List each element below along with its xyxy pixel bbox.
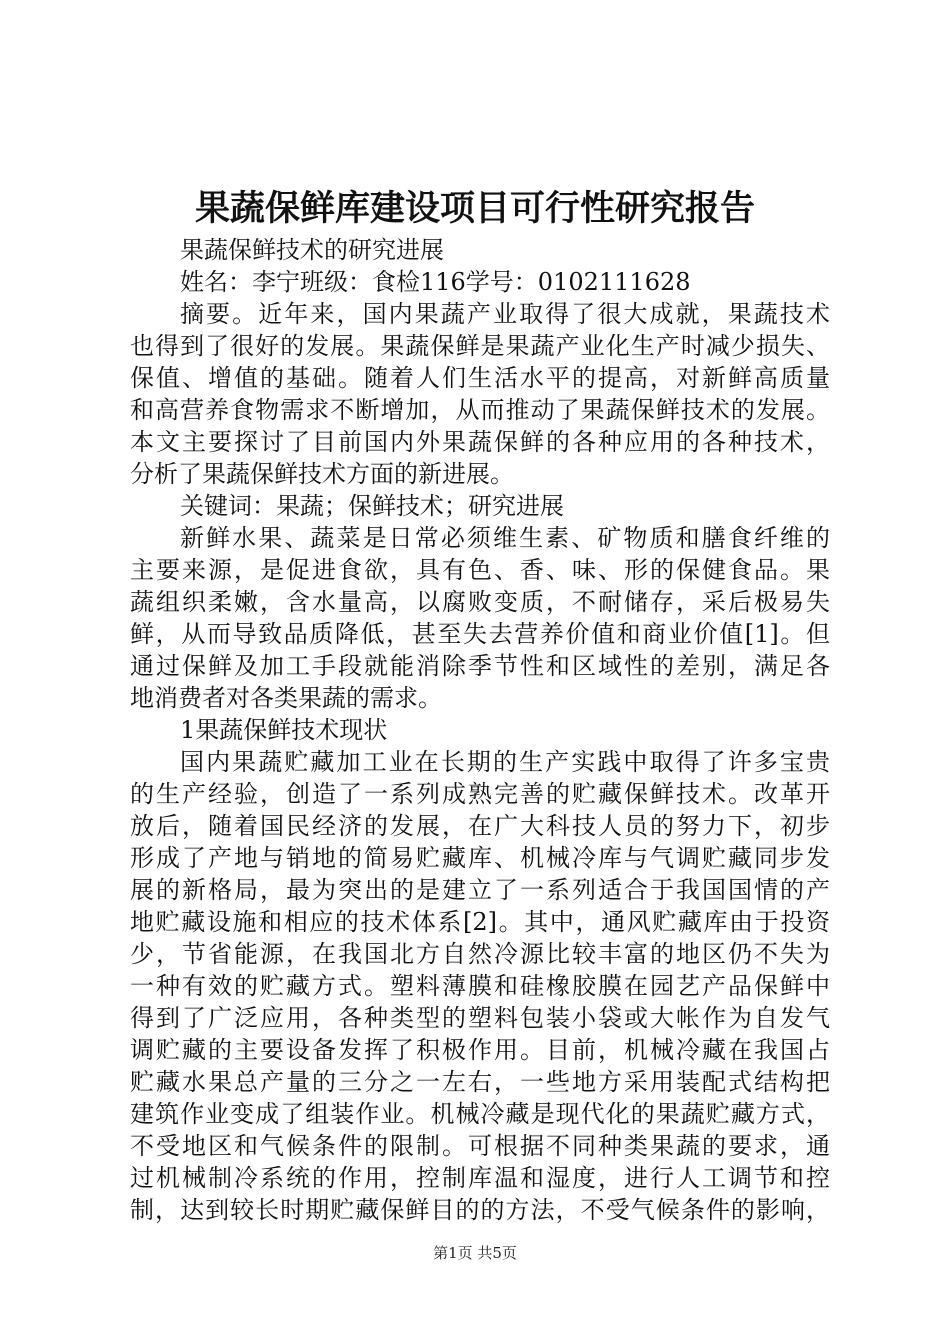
text-line: 主要来源，是促进食欲，具有色、香、味、形的保健食品。果: [130, 556, 830, 584]
text-line: 地消费者对各类果蔬的需求。: [130, 684, 442, 712]
text-line: 贮藏水果总产量的三分之一左右，一些地方采用装配式结构把: [130, 1068, 830, 1096]
text-line: 保值、增值的基础。随着人们生活水平的提高，对新鲜高质量: [130, 364, 830, 392]
text-line: 不受地区和气候条件的限制。可根据不同种类果蔬的要求，通: [130, 1132, 830, 1160]
text-line: 通过保鲜及加工手段就能消除季节性和区域性的差别，满足各: [130, 652, 830, 680]
text-line: 放后，随着国民经济的发展，在广大科技人员的努力下，初步: [130, 812, 830, 840]
text-line: 1果蔬保鲜技术现状: [180, 716, 388, 744]
text-line: 的生产经验，创造了一系列成熟完善的贮藏保鲜技术。改革开: [130, 780, 830, 808]
text-line: 也得到了很好的发展。果蔬保鲜是果蔬产业化生产时减少损失、: [130, 332, 830, 360]
text-line: 国内果蔬贮藏加工业在长期的生产实践中取得了许多宝贵: [180, 748, 830, 776]
text-line: 过机械制冷系统的作用，控制库温和湿度，进行人工调节和控: [130, 1164, 830, 1192]
text-line: 一种有效的贮藏方式。塑料薄膜和硅橡胶膜在园艺产品保鲜中: [130, 972, 830, 1000]
text-line: 果蔬保鲜技术的研究进展: [180, 236, 444, 264]
text-line: 形成了产地与销地的简易贮藏库、机械冷库与气调贮藏同步发: [130, 844, 830, 872]
text-line: 分析了果蔬保鲜技术方面的新进展。: [130, 460, 514, 488]
text-line: 调贮藏的主要设备发挥了积极作用。目前，机械冷藏在我国占: [130, 1036, 830, 1064]
text-line: 摘要。近年来，国内果蔬产业取得了很大成就，果蔬技术: [180, 300, 830, 328]
document-title: 果蔬保鲜库建设项目可行性研究报告: [194, 189, 755, 229]
text-line: 地贮藏设施和相应的技术体系[2]。其中，通风贮藏库由于投资: [130, 908, 830, 936]
document-body: [130, 234, 830, 1226]
text-line: 鲜，从而导致品质降低，甚至失去营养价值和商业价值[1]。但: [130, 620, 830, 648]
text-line: 建筑作业变成了组装作业。机械冷藏是现代化的果蔬贮藏方式，: [130, 1100, 830, 1128]
text-line: 新鲜水果、蔬菜是日常必须维生素、矿物质和膳食纤维的: [180, 524, 830, 552]
text-line: 关键词：果蔬；保鲜技术；研究进展: [180, 492, 564, 520]
page-footer: 第1页 共5页: [433, 1244, 517, 1262]
text-line: 姓名：李宁班级：食检116学号：0102111628: [180, 268, 691, 296]
text-line: 得到了广泛应用，各种类型的塑料包装小袋或大帐作为自发气: [130, 1004, 830, 1032]
text-line: 和高营养食物需求不断增加，从而推动了果蔬保鲜技术的发展。: [130, 396, 830, 424]
text-line: 少，节省能源，在我国北方自然冷源比较丰富的地区仍不失为: [130, 940, 830, 968]
text-line: 蔬组织柔嫩，含水量高，以腐败变质，不耐储存，采后极易失: [130, 588, 830, 616]
text-line: 制，达到较长时期贮藏保鲜目的的方法，不受气候条件的影响，: [130, 1196, 830, 1224]
text-line: 本文主要探讨了目前国内外果蔬保鲜的各种应用的各种技术，: [130, 428, 830, 456]
text-line: 展的新格局，最为突出的是建立了一系列适合于我国国情的产: [130, 876, 830, 904]
